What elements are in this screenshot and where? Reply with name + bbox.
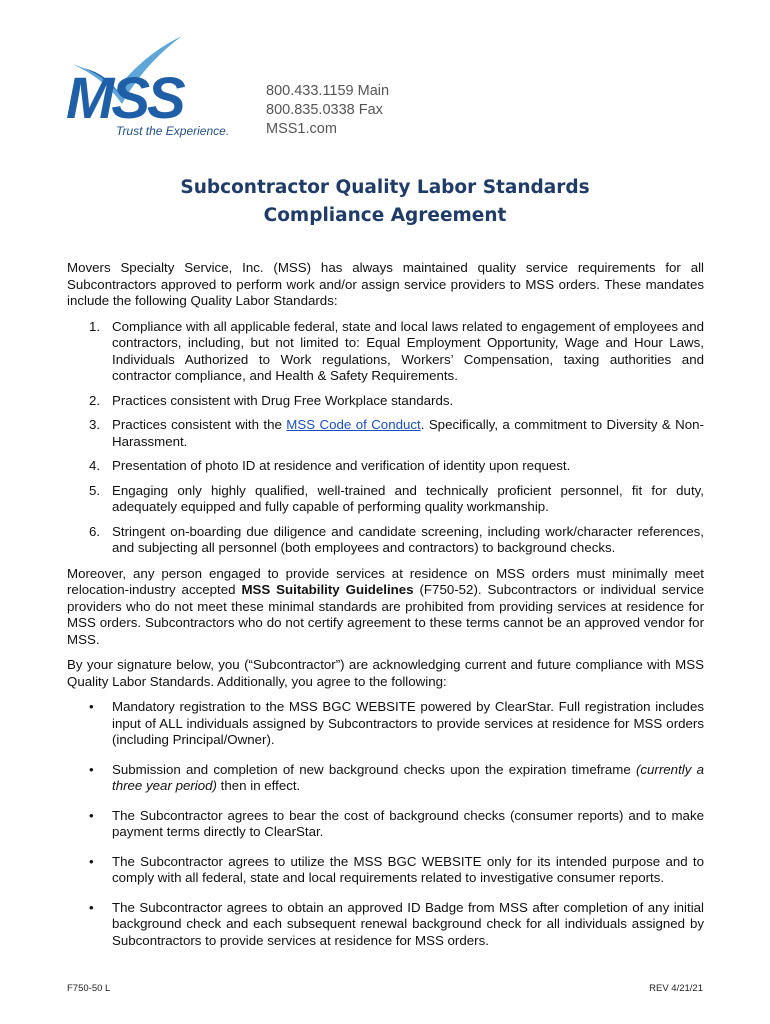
bullet-item: • The Subcontractor agrees to utilize the MSS BGC WEBSITE only for its intended purpose and to comply with all federal, state and local requirements related to investigative consumer reports.: [89, 853, 704, 885]
bullet-icon: •: [89, 899, 94, 915]
standard-item: 6. Stringent on-boarding due diligence and candidate screening, including work/character references, and subjecting all personnel (both employees and contractors) to background checks.: [89, 523, 704, 555]
suitability-guidelines-term: MSS Suitability Guidelines: [241, 582, 414, 597]
document-body: [67, 260, 704, 962]
bullet-item: • Submission and completion of new background checks upon the expiration timeframe (currently a three year period) then in effect.: [89, 761, 704, 793]
standard-item: 4. Presentation of photo ID at residence and verification of identity upon request.: [89, 458, 571, 473]
bullet-icon: •: [89, 761, 94, 777]
mss-logo: [64, 34, 254, 142]
logo-wordmark: MSS: [66, 66, 183, 131]
moreover-paragraph: Moreover, any person engaged to provide services at residence on MSS orders must minimally meet relocation-industry accepted MSS Suitability Guidelines (F750-52). Subcontractors or individual service providers who do not meet these minimal standards are prohibited from providing services at residence for MSS orders. Subcontractors who do not certify agreement to these terms cannot be an approved vendor for MSS.: [67, 565, 705, 647]
bullet-item: • Mandatory registration to the MSS BGC WEBSITE powered by ClearStar. Full registration includes input of ALL individuals assigned by Subcontractors to provide services at residence for MSS orders (including Principal/Owner).: [89, 699, 704, 747]
bullet-item: • The Subcontractor agrees to obtain an approved ID Badge from MSS after completion of any initial background check and each subsequent renewal background check for all individuals assigned by Subcontractors to provide services at residence for MSS orders.: [89, 899, 704, 948]
code-of-conduct-link[interactable]: MSS Code of Conduct: [286, 417, 421, 432]
contact-website[interactable]: MSS1.com: [266, 121, 337, 137]
contact-fax: 800.835.0338 Fax: [266, 102, 383, 118]
standard-item: 3. Practices consistent with the MSS Code of Conduct. Specifically, a commitment to Diversity & Non-Harassment.: [89, 417, 704, 449]
contact-block: [266, 82, 389, 139]
title-line-1: Subcontractor Quality Labor Standards: [180, 177, 590, 198]
document-title: [0, 174, 770, 230]
standard-item: 5. Engaging only highly qualified, well-trained and technically proficient personnel, fit for duty, adequately equipped and fully capable of performing quality workmanship.: [89, 482, 704, 514]
standards-list: [67, 319, 704, 557]
bullet-item: • The Subcontractor agrees to bear the cost of background checks (consumer reports) and to make payment terms directly to ClearStar.: [89, 807, 704, 839]
logo-tagline: Trust the Experience.: [116, 124, 230, 138]
title-line-2: Compliance Agreement: [263, 205, 507, 226]
contact-main-phone: 800.433.1159 Main: [266, 83, 390, 99]
bullet-icon: •: [89, 807, 94, 823]
intro-paragraph: Movers Specialty Service, Inc. (MSS) has always maintained quality service requirements for all Subcontractors approved to perform work and/or assign service providers to MSS orders. These mandates include the following Quality Labor Standards:: [67, 260, 704, 308]
signature-intro-paragraph: By your signature below, you (“Subcontractor”) are acknowledging current and future compliance with MSS Quality Labor Standards. Additionally, you agree to the following:: [67, 657, 704, 689]
bullet-icon: •: [89, 699, 94, 714]
form-id: F750-50 L: [67, 983, 111, 994]
bullet-icon: •: [89, 853, 94, 869]
agreement-bullets: [67, 699, 704, 949]
standard-item: 1. Compliance with all applicable federal, state and local laws related to engagement of employees and contractors, including, but not limited to: Equal Employment Opportunity, Wage and Hour Laws, Individuals Authorized to Work regulations, Workers’ Compensation, taxing authorities and contractor compliance, and Health & Safety Requirements.: [89, 318, 704, 383]
standard-item: 2. Practices consistent with Drug Free Workplace standards.: [89, 392, 454, 408]
revision-date: REV 4/21/21: [649, 983, 703, 994]
